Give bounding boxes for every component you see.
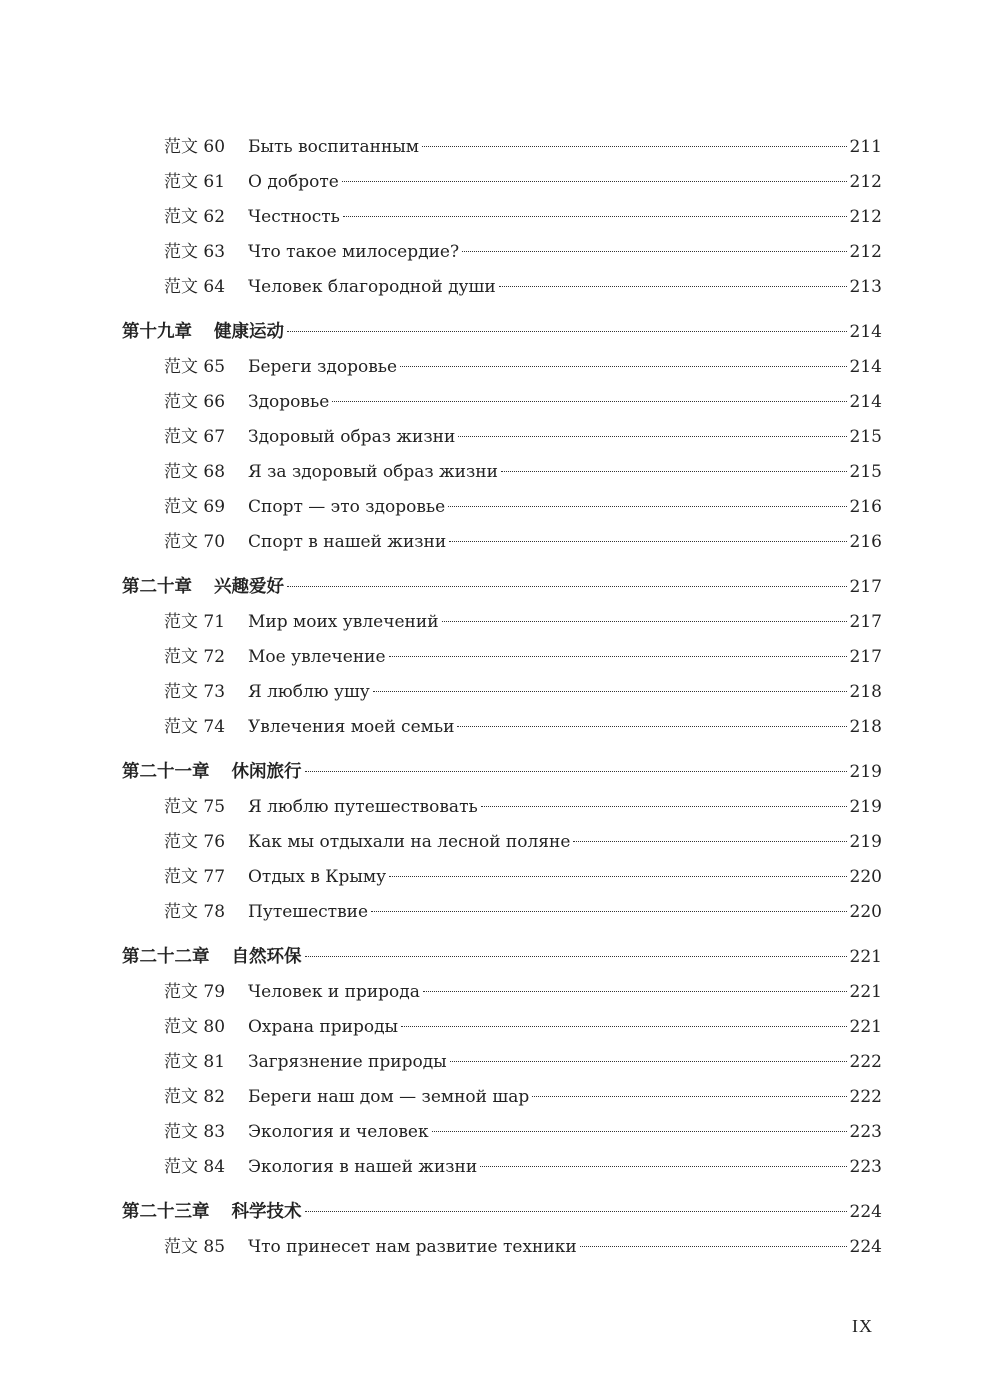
toc-chapter-row <box>122 755 882 790</box>
toc-entry-row <box>122 200 882 235</box>
page-ref: 217 <box>849 577 882 597</box>
page-ref: 217 <box>849 612 882 632</box>
dot-leader <box>457 726 846 727</box>
essay-number: 范文 85 <box>164 1237 226 1257</box>
essay-title: Береги наш дом — земной шар <box>248 1087 530 1107</box>
essay-title: Честность <box>248 207 340 227</box>
page-ref: 219 <box>849 832 882 852</box>
dot-leader <box>499 286 847 287</box>
dot-leader <box>287 586 847 587</box>
essay-number: 范文 67 <box>164 427 226 447</box>
dot-leader <box>389 876 846 877</box>
toc-entry-row <box>122 270 882 305</box>
page-ref: 222 <box>849 1087 882 1107</box>
chapter-title: 健康运动 <box>214 322 284 342</box>
page-ref: 214 <box>849 357 882 377</box>
chapter-number: 第十九章 <box>122 322 192 342</box>
essay-title: Здоровье <box>248 392 330 412</box>
toc-entry-row <box>122 640 882 675</box>
page-ref: 214 <box>849 322 882 342</box>
toc-entry-row <box>122 1080 882 1115</box>
page-ref: 212 <box>849 242 882 262</box>
dot-leader <box>305 1211 847 1212</box>
toc-entry-row <box>122 825 882 860</box>
page-ref: 224 <box>849 1202 882 1222</box>
essay-number: 范文 82 <box>164 1087 226 1107</box>
essay-title: О доброте <box>248 172 339 192</box>
page-ref: 221 <box>849 947 882 967</box>
toc-entry-row <box>122 525 882 560</box>
toc-entry-row <box>122 975 882 1010</box>
page-ref: 217 <box>849 647 882 667</box>
essay-number: 范文 70 <box>164 532 226 552</box>
essay-number: 范文 72 <box>164 647 226 667</box>
essay-title: Человек и природа <box>248 982 420 1002</box>
page-ref: 224 <box>849 1237 882 1257</box>
dot-leader <box>573 841 846 842</box>
essay-title: Мое увлечение <box>248 647 386 667</box>
dot-leader <box>448 506 846 507</box>
essay-number: 范文 78 <box>164 902 226 922</box>
dot-leader <box>373 691 847 692</box>
page-ref: 218 <box>849 682 882 702</box>
dot-leader <box>442 621 847 622</box>
toc-entry-row <box>122 490 882 525</box>
essay-number: 范文 66 <box>164 392 226 412</box>
essay-title: Спорт в нашей жизни <box>248 532 447 552</box>
toc-entry-row <box>122 385 882 420</box>
essay-number: 范文 71 <box>164 612 226 632</box>
essay-number: 范文 76 <box>164 832 226 852</box>
toc-entry-row <box>122 1150 882 1185</box>
essay-title: Что принесет нам развитие техники <box>248 1237 577 1257</box>
chapter-title: 科学技术 <box>231 1202 302 1222</box>
chapter-number: 第二十章 <box>122 577 192 597</box>
essay-title: Я за здоровый образ жизни <box>248 462 498 482</box>
essay-number: 范文 73 <box>164 682 226 702</box>
dot-leader <box>481 806 847 807</box>
dot-leader <box>389 656 847 657</box>
toc-entry-row <box>122 165 882 200</box>
toc-entry-row <box>122 1115 882 1150</box>
page-ref: 223 <box>849 1157 882 1177</box>
page-ref: 220 <box>849 867 882 887</box>
essay-number: 范文 79 <box>164 982 226 1002</box>
toc-entry-row <box>122 235 882 270</box>
essay-title: Экология в нашей жизни <box>248 1157 478 1177</box>
page-ref: 223 <box>849 1122 882 1142</box>
chapter-number: 第二十二章 <box>122 947 210 967</box>
toc-chapter-row <box>122 940 882 975</box>
page-ref: 218 <box>849 717 882 737</box>
essay-number: 范文 81 <box>164 1052 226 1072</box>
page-ref: 221 <box>849 982 882 1002</box>
toc-entry-row <box>122 420 882 455</box>
toc-entry-row <box>122 130 882 165</box>
toc-entry-row <box>122 350 882 385</box>
dot-leader <box>501 471 847 472</box>
dot-leader <box>305 771 847 772</box>
table-of-contents <box>122 130 882 1265</box>
dot-leader <box>343 216 847 217</box>
toc-entry-row <box>122 1230 882 1265</box>
dot-leader <box>423 991 847 992</box>
page-ref: 212 <box>849 207 882 227</box>
essay-number: 范文 65 <box>164 357 226 377</box>
essay-number: 范文 61 <box>164 172 226 192</box>
essay-number: 范文 69 <box>164 497 226 517</box>
essay-title: Я люблю путешествовать <box>248 797 478 817</box>
toc-entry-row <box>122 455 882 490</box>
page-ref: 212 <box>849 172 882 192</box>
essay-title: Как мы отдыхали на лесной поляне <box>248 832 571 852</box>
essay-number: 范文 75 <box>164 797 226 817</box>
essay-number: 范文 64 <box>164 277 226 297</box>
toc-chapter-row <box>122 315 882 350</box>
dot-leader <box>371 911 847 912</box>
essay-number: 范文 62 <box>164 207 226 227</box>
dot-leader <box>422 146 847 147</box>
page-ref: 216 <box>849 532 882 552</box>
essay-number: 范文 84 <box>164 1157 226 1177</box>
dot-leader <box>480 1166 846 1167</box>
essay-title: Человек благородной души <box>248 277 496 297</box>
dot-leader <box>332 401 846 402</box>
page-ref: 222 <box>849 1052 882 1072</box>
page-ref: 211 <box>849 137 882 157</box>
dot-leader <box>458 436 846 437</box>
toc-entry-row <box>122 1010 882 1045</box>
essay-title: Мир моих увлечений <box>248 612 439 632</box>
page-ref: 215 <box>849 427 882 447</box>
toc-entry-row <box>122 1045 882 1080</box>
chapter-title: 兴趣爱好 <box>214 577 284 597</box>
page-ref: 221 <box>849 1017 882 1037</box>
essay-title: Отдых в Крыму <box>248 867 387 887</box>
dot-leader <box>432 1131 847 1132</box>
page-ref: 220 <box>849 902 882 922</box>
dot-leader <box>580 1246 847 1247</box>
essay-title: Что такое милосердие? <box>248 242 460 262</box>
essay-title: Экология и человек <box>248 1122 429 1142</box>
essay-title: Береги здоровье <box>248 357 398 377</box>
essay-number: 范文 60 <box>164 137 226 157</box>
chapter-number: 第二十一章 <box>122 762 210 782</box>
toc-entry-row <box>122 790 882 825</box>
dot-leader <box>532 1096 846 1097</box>
dot-leader <box>342 181 847 182</box>
toc-entry-row <box>122 605 882 640</box>
dot-leader <box>450 1061 847 1062</box>
chapter-title: 休闲旅行 <box>231 762 302 782</box>
essay-title: Я люблю ушу <box>248 682 370 702</box>
essay-title: Загрязнение природы <box>248 1052 447 1072</box>
page-ref: 219 <box>849 762 882 782</box>
page-ref: 213 <box>849 277 882 297</box>
essay-number: 范文 80 <box>164 1017 226 1037</box>
essay-number: 范文 63 <box>164 242 226 262</box>
essay-number: 范文 77 <box>164 867 226 887</box>
dot-leader <box>462 251 846 252</box>
toc-entry-row <box>122 710 882 745</box>
page-ref: 215 <box>849 462 882 482</box>
essay-title: Здоровый образ жизни <box>248 427 456 447</box>
toc-entry-row <box>122 895 882 930</box>
toc-chapter-row <box>122 1195 882 1230</box>
essay-title: Спорт — это здоровье <box>248 497 446 517</box>
toc-entry-row <box>122 675 882 710</box>
dot-leader <box>400 366 846 367</box>
dot-leader <box>287 331 847 332</box>
essay-number: 范文 74 <box>164 717 226 737</box>
page-number: IX <box>852 1316 873 1336</box>
essay-title: Путешествие <box>248 902 369 922</box>
essay-title: Увлечения моей семьи <box>248 717 455 737</box>
page-ref: 219 <box>849 797 882 817</box>
dot-leader <box>401 1026 846 1027</box>
essay-number: 范文 83 <box>164 1122 226 1142</box>
page-ref: 216 <box>849 497 882 517</box>
essay-title: Быть воспитанным <box>248 137 420 157</box>
chapter-number: 第二十三章 <box>122 1202 210 1222</box>
essay-title: Охрана природы <box>248 1017 399 1037</box>
dot-leader <box>305 956 847 957</box>
toc-entry-row <box>122 860 882 895</box>
toc-chapter-row <box>122 570 882 605</box>
chapter-title: 自然环保 <box>231 947 302 967</box>
essay-number: 范文 68 <box>164 462 226 482</box>
dot-leader <box>449 541 846 542</box>
page-ref: 214 <box>849 392 882 412</box>
